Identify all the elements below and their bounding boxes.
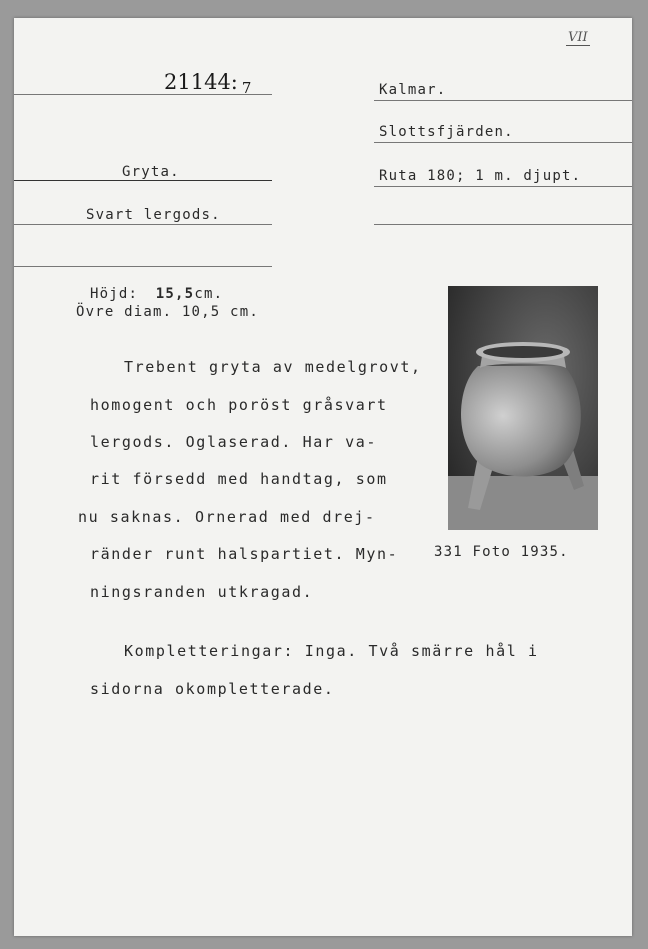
catalog-number-main: 21144: [164, 70, 238, 94]
rule-right-blank [374, 224, 632, 225]
completion-line: sidorna okompletterade. [90, 680, 335, 698]
object-name: Gryta. [122, 164, 180, 180]
height-line [90, 286, 223, 302]
rule-city [374, 100, 632, 101]
height-value: 15,5 [155, 286, 195, 302]
description-line: nu saknas. Ornerad med drej- [78, 508, 376, 526]
rule-ruta [374, 186, 632, 187]
diameter-line: Övre diam. 10,5 cm. [76, 304, 259, 320]
photo-caption: 331 Foto 1935. [434, 544, 569, 560]
rule-object [14, 180, 272, 181]
location-site: Slottsfjärden. [379, 124, 514, 140]
archive-mark: VII [568, 30, 588, 45]
rule-material [14, 224, 272, 225]
catalog-card [14, 18, 632, 936]
pot-photo-image [448, 286, 598, 530]
description-line: Trebent gryta av medelgrovt, [124, 358, 422, 376]
description-line: rit försedd med handtag, som [90, 470, 388, 488]
description-line: ränder runt halspartiet. Myn- [90, 545, 399, 563]
rule-catalog [14, 94, 272, 95]
object-photo [448, 286, 598, 530]
location-ruta: Ruta 180; 1 m. djupt. [379, 168, 582, 184]
height-unit: cm. [194, 286, 224, 302]
catalog-number-suffix: 7 [241, 79, 252, 97]
height-label: Höjd: [90, 286, 139, 302]
catalog-number [164, 70, 252, 97]
rule-left-blank [14, 266, 272, 267]
object-material: Svart lergods. [86, 207, 221, 223]
description-line: lergods. Oglaserad. Har va- [90, 433, 378, 451]
location-city: Kalmar. [379, 82, 447, 98]
description-line: ningsranden utkragad. [90, 583, 314, 601]
rule-site [374, 142, 632, 143]
completion-line: Kompletteringar: Inga. Två smärre hål i [124, 642, 539, 660]
description-line: homogent och poröst gråsvart [90, 396, 388, 414]
